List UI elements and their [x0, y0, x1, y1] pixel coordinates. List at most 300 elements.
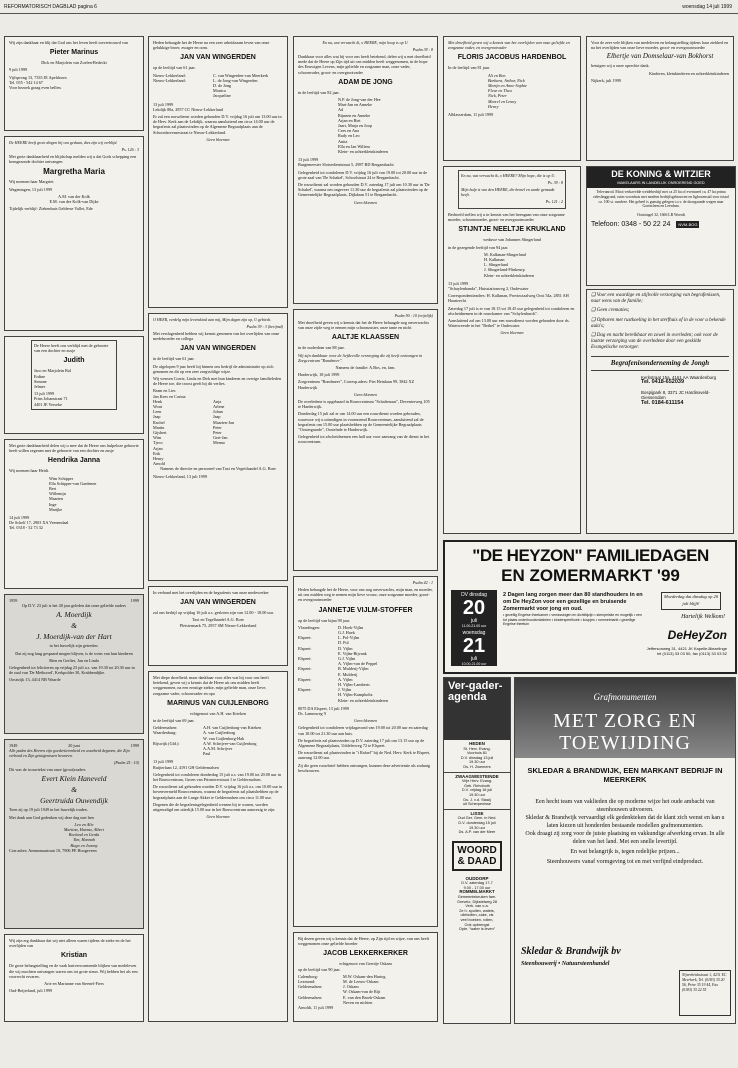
ad-body: De begrafenis zal plaatsvinden op D.V. zaterdag 17 juli om 13.15 uur op de Algemene Begraafplaats, Uddelerweg 72 te Elspeet. — [298, 737, 425, 749]
checkbox-icon: ❑ — [591, 317, 597, 323]
verg-line: D.V. zaterdag 17-7 — [461, 881, 493, 886]
rel-place: Lexmond: — [298, 979, 316, 985]
rel-name: Gert-Jan — [213, 435, 228, 441]
ad-relatives — [298, 974, 433, 1005]
header-left: REFORMATORISCH DAGBLAD pagina 6 — [4, 4, 97, 10]
ad-jongh-name: Begrafenisonderneming de Jongh — [591, 356, 729, 371]
ad-body: Gelegenheid tot condoleren D.V. vrijdag 16 juli van 19.00 tot 20.00 uur in de grote zaal van 'De Schakel', Schoolstraat 24 te Bergambacht. — [298, 169, 428, 180]
ad-family — [488, 73, 576, 109]
verg-line: ROMMELMARKT — [459, 889, 495, 895]
ad-ref: Ps. 126 : 3 — [121, 147, 139, 152]
verg-line: Ds. J. v.d. Staaij — [463, 797, 491, 802]
family-member: Jaart, Marja en Joop — [338, 123, 372, 129]
ad-signature: Namens de familie: A.Bos, en, fam. — [335, 365, 396, 371]
ad-amp: & — [71, 621, 77, 631]
jongh-item — [591, 333, 729, 352]
ad-ref: Psalm 39 : 3 (berijmd) — [246, 324, 283, 329]
ad-date: 14 juli 1999 — [9, 515, 30, 521]
year-end: 1999 — [130, 598, 139, 603]
rel-place — [153, 93, 213, 98]
ad-body: zal ons bedrijf op vrijdag 16 juli a.s. gesloten zijn van 12.00 - 18.00 uur. — [153, 610, 274, 616]
ad-addr: Ruijterlaan 12, 4191 GH Geldermalsen — [153, 764, 219, 770]
ad-addr: Lekdijk 80a, 2957 CC Nieuw-Lekkerland — [153, 106, 223, 112]
ad-birth-hendrika — [4, 439, 144, 589]
ad-death-stijntje — [443, 166, 581, 534]
rel-place: Gijsbert — [153, 430, 167, 436]
rel-name: Monica — [213, 88, 226, 94]
ad-city: 4401 JE Yerseke — [34, 401, 62, 407]
heyzon-welkom: Hartelijk Welkom! — [681, 614, 725, 620]
rel-name: C. van Wingerden-van Meerkerk — [213, 72, 269, 78]
ad-text: Met verslagenheid hebben wij kennis genomen van het overlijden van onze medebroeder en collega — [153, 331, 280, 342]
family-member: Marijke — [49, 506, 63, 512]
rel-place: Nieuw-Lekkerland: — [153, 72, 186, 78]
rel-place: Elspeet: — [298, 687, 312, 693]
rel-name: A. van Cuijlenborg — [203, 730, 236, 736]
rel-place: Bram en Lies — [153, 388, 176, 394]
ad-death-aaltje — [293, 309, 438, 571]
family-member: Hugo en Jeanny — [70, 842, 98, 848]
ad-koning-sub: MAKELAARS IN LANDELIJK ONROEREND GOED — [587, 181, 735, 188]
ad-death-adam — [293, 36, 438, 304]
ad-date: 13 juli 1999 — [153, 759, 174, 765]
verg-s2 — [444, 772, 510, 809]
heyzon-time2: 10.00-21.00 uur — [461, 662, 487, 666]
verg-s4-title: OUDDORP — [465, 875, 489, 881]
verg-head: Ver-gader-agenda — [444, 678, 510, 740]
ad-body: De rouwdienst zal worden gehouden D.V. zaterdag 17 juli om 10.30 uur in 'De Schakel', waarna om ongeveer 11.30 uur de begrafenis zal plaatsvinden op de Gemeentelijke Begraafplaats, Dijkdaan 51 te Bergambacht. — [298, 182, 430, 198]
heyzon-addr: Jeffersonweg 31, 4421 JK Kapelle-Biezelinge — [646, 646, 727, 651]
rel-place: Henry — [153, 456, 164, 462]
ad-ref: Ps. 39 : 8 — [547, 180, 563, 185]
verg-line: 19.30 uur — [468, 792, 486, 797]
ad-body: Donderdag 15 juli zal er om 14.00 uur een rouwdienst worden gehouden, waarvoor wij u uitnodigen in voornoemd Rouwcentrum, aansluitend zal de begrafenis om 15.00 uur plaatshebben op de Gemeentelijke Begraafplaats "Oostergaarde", Oostelnde te Harderwijk. — [298, 411, 424, 433]
ad-koning-witzier — [586, 166, 736, 286]
ad-parent: E.M. van der Kolk-van Dijke — [49, 199, 99, 205]
ad-note: Tijdelijk verblijf: Ziekenhuis Gelderse Vallei, Ede — [9, 206, 93, 212]
verg-s1-title: HEDEN — [469, 741, 485, 746]
graf-h1: MET ZORG EN — [553, 710, 697, 732]
ad-date: 13 juli 1999 — [153, 101, 174, 107]
rel-name: H. Vijlm-Lamberts — [338, 682, 370, 688]
ad-signature: Geen bloemen — [354, 199, 377, 205]
rel-place: Geldermalsen: — [298, 994, 323, 1000]
graf-b5: Steenhouwers vanaf vormgeving tot en met verfijnd eindproduct. — [546, 859, 704, 865]
rel-name: Klein- en achterkleinkinderen — [338, 697, 388, 703]
ad-signature: Taxi en Tegelhandel A.G. Boer — [192, 617, 244, 623]
jongh-item-text: Voor een waardige en stijlvolle verzorging van begrafenissen, naar wens van de familie; — [591, 293, 721, 305]
year-start: 1949 — [9, 743, 18, 748]
jongh-item — [591, 308, 729, 314]
ad-body: Aansluitend zal om 13.00 uur een rouwdienst worden gehouden door ds. Waterweerde in het "Bethel" te Oudewater. — [448, 318, 570, 329]
verg-line: Vrije Herv. Evang. — [461, 779, 493, 784]
vergader-agenda — [443, 677, 511, 1024]
rel-name: D. Vijlm — [338, 645, 353, 651]
ad-text: Wij zijn erg dankbaar dat wij niet alleen waren tijdens de zieke en de het overlijden van — [9, 938, 131, 949]
verg-line: Verk. van o.a. — [465, 904, 489, 909]
ad-family — [153, 388, 283, 466]
jongh-item-text: Geen crematies; — [596, 308, 630, 314]
rel-name: M. de Leeuw-Oskam — [343, 979, 379, 985]
ad-addr: "Schaylenbanda", Huisstationweg 2, Oudewater — [448, 286, 529, 292]
graf-b2: Skledar & Brandwijk vervaardigt elk gedenkteken dat de klant zich wenst en kan u laten kiezen uit honderden bestaande modellen grafmonumenten. — [525, 815, 725, 829]
ad-date: Arnoldi, 11 juli 1999 — [298, 1005, 334, 1011]
ad-parents: Dick en Marjolein van Zoelen-Bedeckt — [41, 60, 107, 66]
verg-s1 — [444, 740, 510, 772]
family-member: N.P. de Jong-van der Hee — [338, 97, 381, 103]
ad-verse: Mijn hulp is van den HEERE, die hemel en aarde gemaakt heeft. — [461, 187, 555, 197]
ad-death-jannetje — [293, 576, 438, 927]
ad-body: De afgelopen 9 jaar heeft hij binnen ons bedrijf de administratie op zich genomen en dit op een zeer zorgvuldige wijze. — [153, 363, 274, 374]
ad-sub: in het huwelijk zijn getreden. — [49, 643, 99, 649]
family-member: Barbara, Arthur, Nick — [488, 77, 525, 83]
rel-name: Arlene — [213, 404, 225, 410]
graf-b1: Een hecht team van vaklieden die op moderne wijze het oude ambacht van steenhouwen uitvoeren. — [535, 799, 715, 813]
family-member: Anita — [338, 138, 348, 144]
ad-note: Wij zijn dankbaar voor de liefdevolle verzorging die zij heeft ontvangen in Zorgcentrum "Rondmeer". — [298, 352, 423, 363]
ad-body: Dat zij nog lang gespaard mogen blijven, is de wens van hun kinderen — [15, 650, 133, 656]
ad-name: Hendrika Janna — [47, 457, 101, 465]
ad-body: Zij die geen rouwbrief hebben ontvangen, kunnen deze advertentie als zodanig beschouwen. — [298, 762, 430, 773]
rel-place: Arnold — [153, 461, 165, 467]
relative-row — [298, 698, 433, 703]
rel-place: Vlaardingen: — [298, 624, 320, 630]
ad-signature: Geen bloemen — [500, 330, 524, 336]
ad-date: 13 juli 1999 — [34, 391, 55, 397]
ad-text: Met grote dankbaarheid en blijdschap melden wij u dat Gods schepping een kerngezonde dochter ontvangen — [9, 154, 137, 165]
family-member: Ella en Jan Willem — [338, 143, 370, 149]
ad-name: AALTJE KLAASSEN — [331, 334, 400, 342]
ad-body: De grote belangstelling en de vaak hartverwarmende blijken van medeleven die wij mochten ontvangen waren ons tot grote steun. Wij hebben het als een voorrecht ervaren. — [9, 963, 138, 979]
ad-text: Heden behaagde het de Heere, voor ons nog onverwachts, mijn man, en moeder, uit ons midden weg te nemen mijn lieve vrouw, onze zorgzame moeder, groot- en overgrootmoeder — [298, 587, 433, 603]
ad-anniversary-moerdijk — [4, 594, 144, 734]
ad-age: in de ouderdom van 88 jaar. — [298, 345, 345, 351]
rel-place: Geldermalsen: — [298, 984, 323, 990]
graf-foot2: Steenhouwerij • Natuursteenhandel — [521, 961, 610, 967]
family-member: Henry — [488, 103, 499, 109]
ad-body: Toen zij op 19 juli 1949 in het huwelijk traden. — [9, 807, 88, 813]
graf-body — [525, 798, 725, 866]
ad-body: Wij wensen Corrie, Linda en Dirk met hun kinderen en overige familieleden de Heere toe, die troost geeft bij dit verlies. — [153, 376, 281, 387]
rel-name: L. de Jong-van Wingerden — [213, 77, 258, 83]
rel-name: D. Hoek-Vijlm — [338, 624, 364, 630]
ad-body: Gelegenheid tot condoleren vrijdagavond van 19.00 tot 20.00 uur en zaterdag van 10.00 tot 21.30 uur aan huis. — [298, 725, 428, 736]
relative-row — [153, 751, 283, 756]
graf-b3: Ook draagt zij zorg voor de juiste plaatsing en vakkundige afwerking ervan. In alle delen van het land. Met een snelle levertijd. — [525, 831, 725, 845]
heyzon-desc-text: 2 Dagen lang zorgen meer dan 80 standhouders in en om De HeyZon voor een gezellige en bruisende Zomermarkt voor jong en oud. — [503, 592, 643, 612]
ad-ref: (Psalm 25 : 10) — [114, 760, 139, 766]
ad-note: Voor bezoek graag even bellen. — [9, 85, 62, 91]
ad-name: MARINUS VAN CUIJLENBORG — [167, 699, 269, 707]
rel-place: Leen — [153, 409, 162, 415]
ad-name: Kristian — [60, 952, 88, 960]
graf-b4: En wat belangrijk is, tegen redelijke prijzen... — [570, 849, 680, 855]
rel-name: Peter — [213, 430, 222, 436]
ad-jongh-items — [591, 293, 729, 352]
ad-name: J. Moerdijk-van der Hart — [36, 632, 112, 642]
family-member: Marijn en Anne-Sophie — [488, 83, 527, 89]
ad-date: 13 juli 1999 — [448, 280, 469, 286]
ad-verse: En nu, wat verwacht ik, o HEERE? Mijn hope, die is op U. — [461, 173, 556, 178]
ad-addr: Pleistermark 75, 2957 SM Nieuw-Lekkerland — [179, 622, 257, 628]
rel-name: E. van den Broek-Oskam — [343, 994, 386, 1000]
rel-place: Nieuw-Lekkerland: — [153, 77, 186, 83]
ad-tel: Tel. 055 - 542 14 67 — [9, 79, 43, 85]
family-member: Rudy en Leo — [338, 133, 360, 139]
ad-family — [49, 476, 139, 512]
ad-death-marinus — [148, 671, 288, 1022]
ad-date: Nieuw-Lekkerland, 13 juli 1999 — [153, 473, 207, 479]
family-member: Erdine — [34, 373, 46, 379]
rel-name: A.H. van Cuijlenborg-van Krieken — [203, 725, 262, 731]
ad-jongh-tel2: Tel. 0184-611154 — [641, 400, 684, 406]
ad-ref: Psalm 39 : 8 — [412, 47, 433, 52]
rel-place — [298, 698, 338, 703]
rel-name: A.W. Schrijver-van Cuijlenborg — [203, 740, 257, 746]
ad-anniversary-haneveld — [4, 739, 144, 929]
ad-relatives — [153, 73, 283, 99]
ad-text: Met diepe droefheid, maar dankbaar voor alles wat hij voor ons heeft betekend, geven wij u kennis dat de Heere uit ons midden heeft weggenomen, na een ernstige ziekte, mijn geliefde man, onze lieve, zorgzame vader, schoonvader en opa — [153, 675, 269, 696]
verg-line: uit Scherpenisse — [462, 802, 492, 807]
heyzon-address — [647, 646, 727, 656]
ad-grafmonumenten — [514, 677, 736, 1024]
graf-h3: SKLEDAR & BRANDWIJK, EEN MARKANT BEDRIJF IN MEERKERK — [527, 766, 723, 784]
verg-line: veel boeken, rollen, — [460, 918, 494, 923]
ad-closed-jan-3 — [148, 586, 288, 666]
verg-line: D.V. donderdag 15 juli — [458, 820, 496, 825]
nvm-logo-icon: NVM-BOG — [678, 221, 698, 227]
family-member: Leo en Alie — [74, 821, 94, 827]
rel-place: Tjeco — [153, 440, 163, 446]
rel-name: Anja — [213, 398, 222, 404]
rel-name: W. Oskam-van de Rijt — [343, 989, 381, 995]
ad-body: Er zal een rouwdienst worden gehouden D.V. vrijdag 16 juli om 13.00 uur in de Herv. Kerk aan de Lekdijk, waarna aansluitend om circa 14.00 uur de begrafenis zal plaatsvinden op de Algemene Begraafplaats aan de Schoonhovensestraat te Nieuw-Lekkerland. — [153, 114, 282, 135]
family-member: L. Slingerland — [484, 262, 508, 268]
rel-place: Erik — [153, 450, 161, 456]
family-member: Martina, Harma, Albert — [63, 827, 105, 833]
ad-koning-tel-row — [587, 220, 735, 229]
ad-koning-title: DE KONING & WITZIER — [587, 167, 735, 181]
ad-date: Harderwijk, 18 juli 1999 — [298, 372, 340, 378]
family-member: Jelmer — [34, 384, 46, 390]
heyzon-d1: juli — [470, 618, 478, 624]
ad-name: Pieter Marinus — [49, 49, 99, 57]
verg-line: St. Herv. Evang. — [463, 746, 491, 751]
rel-place: Rijswijk (Gld.): — [153, 740, 180, 746]
verg-s3-title: LISSE — [470, 810, 484, 816]
ad-addr: Corr.adres: Ammonaastraat 10, 7906 PE Hoogeveen — [9, 847, 97, 853]
checkbox-icon: ❑ — [591, 293, 597, 298]
ad-de-jongh — [586, 289, 734, 534]
verg-s4 — [444, 875, 510, 934]
ad-jongh-addr2: Bospijpark 8, 3371 JC Hardinxveld-Giessendam — [641, 389, 710, 401]
ad-death-floris — [443, 36, 581, 161]
ad-body: Degenen die de begrafenisgelegenheid wensen bij te wonen, worden uitgenodigd om uiterlijk 15.00 uur in het Rouwcentrum aanwezig te zijn. — [153, 801, 276, 813]
rel-name: Neven en nichten — [343, 999, 373, 1005]
ad-addr: Ds. Lammweg 9 — [298, 711, 326, 717]
ad-name: Judith — [63, 357, 85, 365]
year-start: 1959 — [9, 598, 18, 603]
rel-place: Rachel — [153, 419, 165, 425]
ad-name: STIJNTJE NEELTJE KRUKLAND — [458, 226, 566, 234]
ad-age: in de leeftijd van 61 jaar. — [153, 356, 195, 362]
verg-line: D.V. vrijdag 16 juli — [461, 788, 493, 793]
ad-ref: Ps. 121 : 2 — [545, 199, 563, 204]
heyzon-bullets: • gezellig Engelse theekamer • verrassingen en dichtbijzijn • stempelsite en mogelijk • een tot plaats onderhoudsmiddelen • kinderspeelhoek • koopjes • rommelmarkt • gezellige Engelse theetuin — [503, 613, 642, 626]
rel-name: A. Vijlm-van de Peppel — [338, 661, 378, 667]
rel-place: Elspeet: — [298, 635, 312, 641]
ad-name: ADAM DE JONG — [338, 78, 393, 86]
ad-family — [338, 97, 433, 154]
family-member: Maarten — [49, 496, 63, 502]
verg-line: Oud Ger. Gem. in Ned. — [457, 816, 497, 821]
ad-thanks-kristian — [4, 934, 144, 1022]
ad-birth-margretha — [4, 136, 144, 331]
ad-sub: weduwe van Johannes Slingerland — [483, 237, 541, 243]
ad-date: Nijkerk, juli 1999 — [591, 77, 621, 83]
ad-body: De rouwdienst zal gehouden worden D.V. vrijdag 16 juli a.s. om 10.00 uur in bovenvermeld Rouwcentrum, waarna de begrafenis zal plaatshebben op de begraafplaats aan de Lange Akker te Geldermalsen om circa 11.00 uur. — [153, 784, 283, 800]
ad-text: Voor de zeer vele blijken van medeleven en belangstelling tijdens haar ziekbed en na het overlijden van onze lieve moeder, groot- en overgrootmoeder — [591, 40, 729, 51]
heyzon-n1: 20 — [462, 597, 486, 619]
rel-name: L. Pol-Vijlm — [338, 635, 360, 641]
family-member: Klein- en achterkleinkinderen — [338, 149, 388, 155]
rel-place: Elspeet: — [298, 666, 312, 672]
verg-line: Ds. A.P. van der Meer — [458, 830, 496, 835]
ad-sub: echtgenoot van Gerritje Oskam — [339, 961, 392, 967]
ad-ref: Psalm 42 : 1 — [412, 580, 433, 585]
verg-line: Voorhuis 81 — [466, 751, 488, 756]
ad-date: 9 juli 1999 — [9, 67, 28, 73]
rel-name: W. van Cuijlenborg-Hak — [203, 735, 245, 741]
ad-signature: Geen bloemen — [206, 814, 230, 820]
ad-koning-addr: Oostsingel 32, 1666 LB Woerdt — [636, 213, 686, 218]
ad-text: Met grote dankbaarheid delen wij u mee dat de Heere ons hulpeloze geboorte heeft willen zegenen met de geboorte van een dochter en zusje — [9, 443, 139, 454]
rel-name: A.A.M. Schrijver — [203, 746, 233, 752]
ad-text: Met droefheid geven wij u kennis dat het de Heere behaagde nog onverwachts van onze zijde weg te nemen mijn schoonzuster, onze tante en nicht — [298, 320, 430, 331]
ad-verse: En nu, wat verwacht ik, o HEERE, mijn hoop is op U. — [322, 40, 409, 45]
ad-body: De rouwdienst zal plaatsvinden in "t Rafael" bij de Ned. Herv. Kerk te Elspeet, aanvang 12.00 uur. — [298, 750, 431, 761]
ad-koning-tel: Telefoon: 0348 - 50 22 24 — [591, 220, 671, 228]
ad-birth-judith — [4, 336, 144, 434]
rel-name: B. Mulderij-Vijlm — [338, 666, 369, 672]
ad-relatives — [298, 625, 433, 703]
graf-addr: Nijverheidsstraat 1, 4231 EC Meerkerk, Tel. (0183) 35 20 56, Prive 35 19 44, Fax (0183) 35 22 55 — [679, 970, 731, 1016]
heyzon-d2: juli — [470, 656, 478, 662]
rel-place: Martin — [153, 424, 165, 430]
ad-family — [484, 252, 576, 278]
ad-age: in de gezegende leeftijd van 94 jaar. — [448, 244, 509, 250]
ad-name: JAN VAN WINGERDEN — [180, 345, 256, 353]
ad-verse: De HEERE heeft grote dingen bij ons gedaan, dies zijn wij verblijd. — [9, 140, 118, 145]
ad-signature: Geen bloemen — [354, 391, 377, 397]
ad-sub: Wij noemen haar Margriet. — [9, 179, 55, 185]
rel-name: G.J. Vijlm — [338, 656, 356, 662]
ad-body: Met dank aan God gedenken wij deze dag met hen — [9, 814, 94, 820]
ad-addr: De Schelf 17, 2903 XA Veenendaal — [9, 520, 69, 526]
ad-death-jacob — [293, 932, 438, 1022]
ad-date: Alblasserdam, 11 juli 1999 — [448, 112, 494, 118]
rel-name: H. Vijlm-Kampholtz — [338, 692, 373, 698]
rel-place: Geldermalsen: — [153, 725, 178, 731]
ad-heyzon — [443, 540, 737, 674]
rel-place: Arjan — [153, 445, 163, 451]
ad-parent: A.M. van der Kolk — [58, 193, 90, 199]
ad-name: Geertruida Ouwendijk — [40, 796, 108, 806]
header-right: woensdag 14 juli 1999 — [682, 4, 732, 10]
family-member: Roeland en Gerda — [68, 832, 100, 838]
jongh-item-text: Opbaren met rustkoeling in het sterfhuis of in de voor u bekende aula's; — [591, 317, 726, 329]
rel-name: E. Vijlm-Bijvank — [338, 650, 367, 656]
ad-text: Heden behaagde het de Heere na een zeer arbeidzaam leven van onze gelukkige broer, zwager en oom. — [153, 40, 270, 51]
heyzon-logo-icon: DeHeyZon — [667, 628, 727, 642]
ad-body: De overledene is opgebaard in Rouwcentrum "Schaftenaar", Deventerweg 105 te Harderwijk. — [298, 399, 430, 410]
ad-corr: Correspondentieadres: H. Kalkman, Provinciaalweg Oost 54a, 2851 AH Haastrecht — [448, 293, 569, 304]
ad-age: in de leeftijd van 82 jaar. — [298, 89, 340, 95]
jongh-item — [591, 318, 729, 330]
family-member: Ali en Ben — [488, 72, 506, 78]
family-member: Wim Schipper — [49, 475, 74, 481]
family-member: Mari-Jan en Anneke — [338, 102, 372, 108]
family-member: Simone — [34, 378, 47, 384]
ad-relatives — [153, 725, 283, 756]
ad-text: Wij zijn dankbaar en blij dat God ons het leven heeft toevertrouwd van — [9, 40, 128, 45]
ad-text: Bij dezen geven wij u kennis dat de Heere, op Zijn tijd en wijze, van ons heeft weggenomen onze geliefde broeder — [298, 936, 430, 947]
heyzon-n2: 21 — [462, 635, 486, 657]
ad-sub: Wij noemen haar Heidi. — [9, 468, 50, 474]
verg-line: 9.00 - 17.00 uur — [463, 885, 491, 890]
family-member: Arjan en Riet — [338, 117, 361, 123]
rel-place: Elspeet: — [298, 645, 312, 651]
rel-name: D. de Jong — [213, 83, 232, 89]
ad-jongh-addr1: Kerkstraat 15a, 4161 AA Waardenburg — [641, 374, 717, 380]
rel-name: Paul — [203, 751, 211, 757]
rel-place: Henk — [153, 398, 163, 404]
family-member: M. Kalkman-Slingerland — [484, 251, 526, 257]
ad-family — [34, 368, 114, 389]
family-member: J. Slingerland-Flinkeurp — [484, 267, 525, 273]
rel-name: J. Vijlm — [338, 687, 352, 693]
family-member: Ad — [338, 107, 344, 113]
ad-sub: echtgenoot van A.H. van Krieken — [189, 710, 247, 716]
ad-date: Wageningen, 13 juli 1999 — [9, 186, 53, 192]
family-member: Marcel en Lenny — [488, 98, 517, 104]
ad-addr: Prins Johanstraat 71 — [34, 396, 68, 402]
rel-name: Menno — [213, 440, 225, 446]
rel-name: Jaap — [213, 414, 221, 420]
ad-age: op de leeftijd van 90 jaar. — [298, 966, 341, 972]
ad-text: In verband met het overlijden en de begrafenis van onze medewerker — [153, 590, 269, 595]
ad-signature: Geen bloemen — [206, 136, 230, 142]
family-member: Cees en Ana — [338, 128, 359, 134]
verg-line: Gemeentekeuken fam. — [457, 895, 497, 900]
family-member: Fleur en Thea — [488, 88, 512, 94]
heyzon-title1: "DE HEYZON" FAMILIEDAGEN — [472, 546, 709, 565]
ad-name: A. Moerdijk — [56, 610, 92, 620]
verg-line: Opbr. "water is leven" — [458, 927, 496, 932]
family-member: Inge — [49, 501, 57, 507]
rel-name: G.J. Hoek — [338, 630, 355, 636]
ad-name: JACOB LEKKERKERKER — [323, 950, 408, 958]
rel-name: Jacqueline — [213, 93, 231, 99]
rel-place: Jan Kees en Corina — [153, 393, 186, 399]
graf-foot: Skledar & Brandwijk bv — [521, 946, 621, 957]
verg-line: Ook opbrengst — [464, 922, 490, 927]
ad-body: betuigen wij u onze oprechte dank. — [591, 63, 650, 69]
rel-place: Wim — [153, 435, 162, 441]
family-member: Rijnnen en Anneke — [338, 112, 371, 118]
ad-name: JAN VAN WINGERDEN — [180, 599, 256, 607]
ad-text: Dankbaar voor alles wat hij voor ons heeft betekend, delen wij u met droefheid mede dat de Heere op Zijn tijd uit ons midden heeft weggenomen, in de hope des Eeuwigen Levens, mijn geliefde en zorgzame man, onze vader, schoonvader, groot- en overgrootvader — [298, 54, 431, 75]
